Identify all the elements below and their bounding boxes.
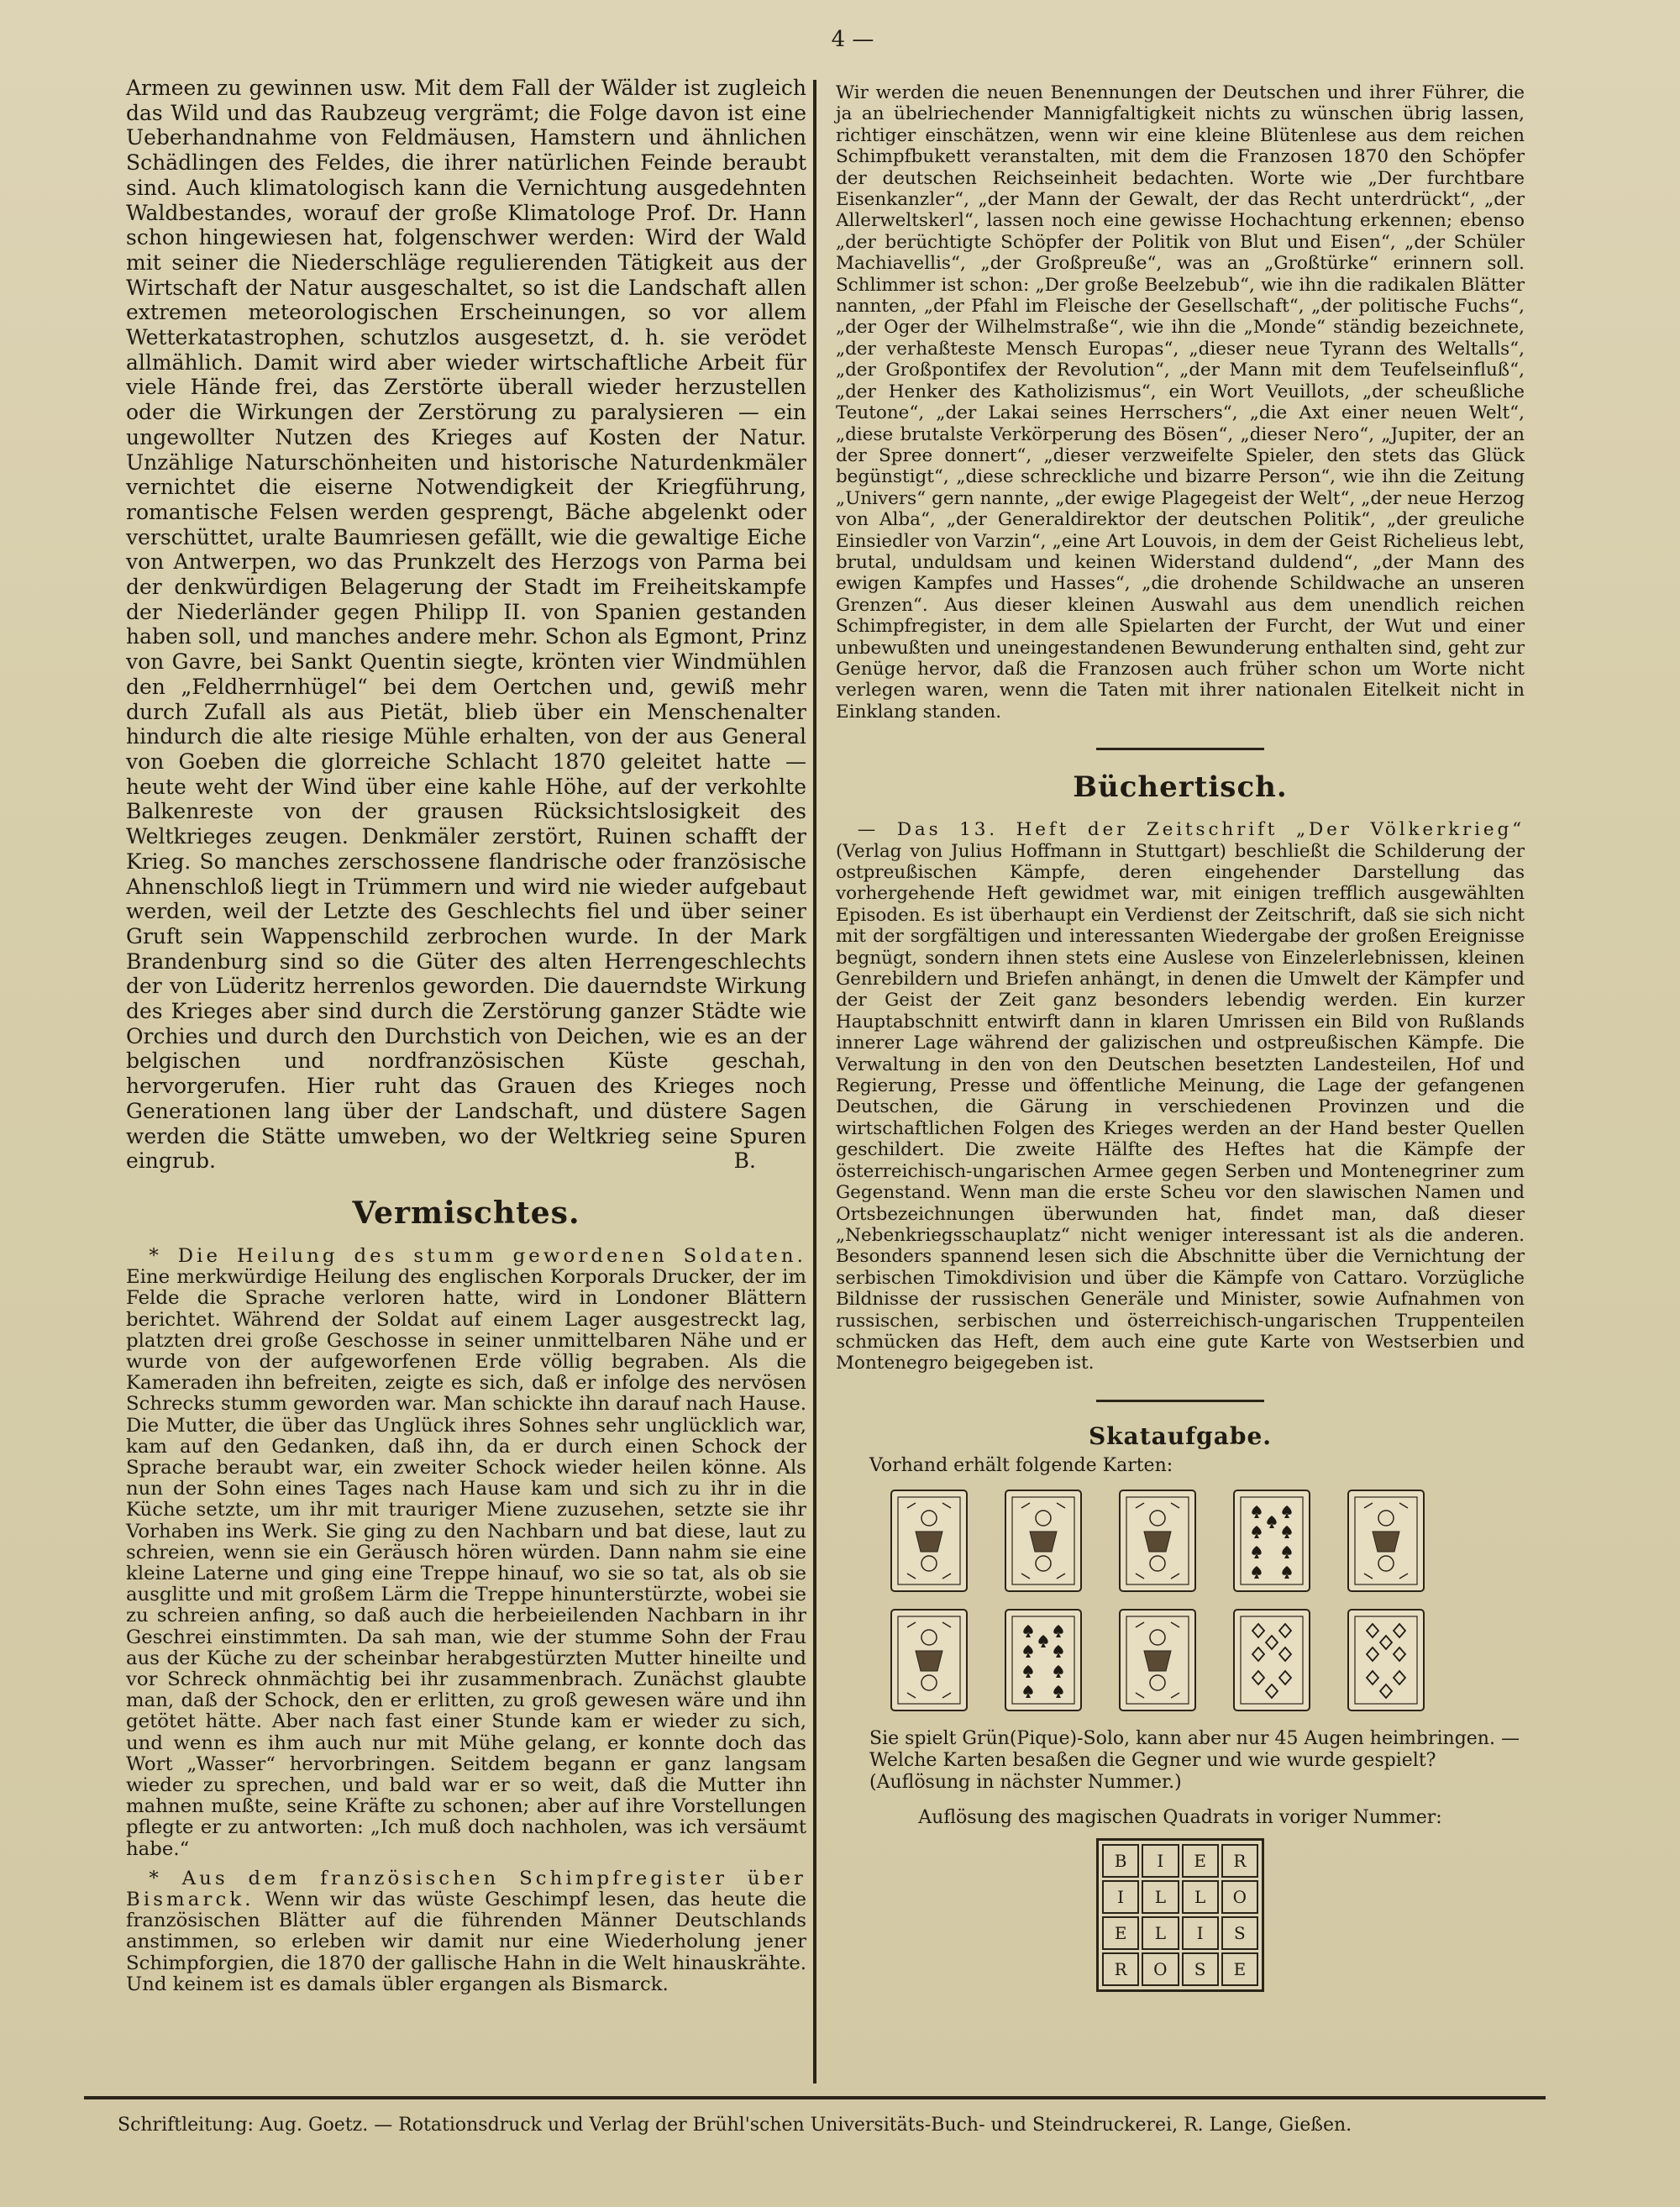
magic-square-cell: O (1142, 1952, 1179, 1986)
book-review (836, 819, 1525, 1374)
skat-question: Sie spielt Grün(Pique)-Solo, kann aber nur 45 Augen heimbringen. — Welche Karten besaßen die Gegner und wie wurde gespielt? (Auflösung in nächster Nummer.) (869, 1727, 1520, 1793)
card-display (890, 1490, 1525, 1711)
section-divider (1096, 1400, 1264, 1402)
card-row (890, 1609, 1525, 1711)
magic-square (1096, 1838, 1264, 1992)
column-divider (813, 80, 816, 2084)
magic-square-cell: O (1221, 1880, 1258, 1914)
magic-square-cell: R (1221, 1844, 1258, 1878)
card-row (890, 1490, 1525, 1592)
magic-square-cell: E (1221, 1952, 1258, 1986)
magic-square-cell: I (1102, 1880, 1139, 1914)
section-heading-buechertisch: Büchertisch. (1073, 770, 1288, 805)
news-item-lead: * Die Heilung des stumm gewordenen Soldaten. (149, 1244, 806, 1267)
article-signature: B. (733, 1148, 756, 1173)
pip-card-spades-icon (1005, 1609, 1082, 1711)
news-item-text: Eine merkwürdige Heilung des englischen Korporals Drucker, der im Felde die Sprache verloren hatte, wird in Londoner Blättern berichtet. Während der Soldat auf einem Lager ausgestreckt lag, platzten drei große Geschosse in seiner unmittelbaren Nähe und er wurde von der aufgeworfenen Erde völlig begraben. Als die Kameraden ihn befreiten, zeigte es sich, daß er infolge des nervösen Schrecks stumm geworden war. Man schickte ihn darauf nach Hause. Die Mutter, die über das Unglück ihres Sohnes sehr unglücklich war, kam auf den Gedanken, daß ihn, da er durch einen Schock der Sprache beraubt war, ein zweiter Schock wieder heilen könne. Als nun der Sohn eines Tages nach Hause kam und sich zu ihr in die Küche setzte, um ihr mit trauriger Miene zuzusehen, setzte sie ihr Vorhaben ins Werk. Sie ging zu den Nachbarn und bat diese, laut zu schreien, wenn sie ein Geräusch hören würden. Dann nahm sie eine kleine Laterne und ging eine Treppe hinauf, wo sie so tat, als ob sie ausglitte und mit großem Lärm die Treppe hinunterstürzte, wobei sie zu schreien anfing, so daß auch die herbeieilenden Nachbarn in ihr Geschrei einstimmten. Da sah man, wie der stumme Sohn der Frau aus der Küche zu der scheinbar herabgestürzten Mutter hineilte und vor Schreck ohnmächtig bei ihr zusammenbrach. Zunächst glaubte man, daß der Schock, den er erlitten, zu groß gewesen wäre und ihn getötet hätte. Aber nach fast einer Stunde kam er wieder zu sich, und wenn es ihm auch nur mit Mühe gelang, er konnte doch das Wort „Wasser“ hervorbringen. Seitdem begann er ganz langsam wieder zu sprechen, und bald war er so weit, daß die Mutter ihn mahnen mußte, seine Kräfte zu schonen; aber auf ihre Vorstellungen pflegte er zu antworten: „Ich muß doch nachholen, was ich versäumt habe.“ (126, 1266, 806, 1860)
court-card-icon (890, 1609, 968, 1711)
news-item (126, 1246, 806, 1860)
footer-imprint: Schriftleitung: Aug. Goetz. — Rotationsdruck und Verlag der Brühl'schen Universitäts-Buch- und Steindruckerei, R. Lange, Gießen. (118, 2115, 1352, 2136)
magic-square-cell: L (1182, 1880, 1219, 1914)
magic-square-cell: E (1102, 1916, 1139, 1950)
court-card-icon (1119, 1609, 1196, 1711)
article-continuation: Wir werden die neuen Benennungen der Deutschen und ihrer Führer, die ja an übelriechender Mannigfaltigkeit nichts zu wünschen übrig lassen, richtiger einschätzen, wenn wir eine kleine Blütenlese aus dem reichen Schimpfbukett veranstalten, mit dem die Franzosen 1870 den Schöpfer der deutschen Reichseinheit bedachten. Worte wie „Der furchtbare Eisenkanzler“, „der Mann der Gewalt, der das Recht unterdrückt“, „der Allerweltskerl“, lassen noch eine gewisse Hochachtung erkennen; ebenso „der berüchtigte Schöpfer der Politik von Blut und Eisen“, „der Schüler Machiavellis“, „der Großpreuße“, was an „Großtürke“ erinnern soll. Schlimmer ist schon: „Der große Beelzebub“, wie ihn die radikalen Blätter nannten, „der Pfahl im Fleische der Gesellschaft“, „der politische Fuchs“, „der Oger der Wilhelmstraße“, wie ihn die „Monde“ ständig bezeichnete, „der verhaßteste Mensch Europas“, „dieser neue Tyrann des Weltalls“, „der Großpontifex der Revolution“, „der Mann mit dem Teufelseinfluß“, „der Henker des Katholizismus“, ein Wort Veuillots, „der scheußliche Teutone“, „der Lakai seines Herrschers“, „die Axt einer neuen Welt“, „diese brutalste Verkörperung des Bösen“, „dieser Nero“, „Jupiter, der an der Spree donnert“, „dieser verzweifelte Spieler, den stets das Glück begünstigt“, „diese schreckliche und bizarre Person“, wie ihn die Zeitung „Univers“ gern nannte, „der ewige Plagegeist der Welt“, „der neue Herzog von Alba“, „der Generaldirektor der deutschen Politik“, „der greuliche Einsiedler von Varzin“, „eine Art Louvois, in dem der Geist Richelieus lebt, brutal, unduldsam und keinen Widerstand duldend“, „der Mann des ewigen Kampfes und Hasses“, „die drohende Schildwache an unseren Grenzen“. Aus dieser kleinen Auswahl aus dem unendlich reichen Schimpfregister, in dem alle Spielarten der Furcht, der Wut und einer unbewußten und uneingestandenen Bewunderung enthalten sind, geht zur Genüge hervor, daß die Franzosen auch früher schon um Worte nicht verlegen waren, wenn die Taten mit ihrer nationalen Eitelkeit nicht in Einklang standen. (836, 82, 1525, 723)
news-item-text: Wenn wir das wüste Geschimpf lesen, das heute die französischen Blätter auf die führenden Männer Deutschlands anstimmen, so erleben wir damit nur eine Wiederholung jener Schimpforgien, die 1870 der gallische Hahn in die Welt hinauskrähte. Und keinem ist es damals übler ergangen als Bismarck. (126, 1889, 806, 1995)
footer-rule (84, 2096, 1546, 2099)
magic-square-cell: I (1182, 1916, 1219, 1950)
news-item-lead: * Aus dem französischen Schimpfregister über Bismarck. (126, 1867, 806, 1911)
magic-square-cell: S (1221, 1916, 1258, 1950)
book-review-lead: — Das 13. Heft der Zeitschrift „Der Völkerkrieg“ (857, 819, 1525, 841)
court-card-icon (1005, 1490, 1082, 1592)
magic-square-cell: I (1142, 1844, 1179, 1878)
court-card-icon (1119, 1490, 1196, 1592)
book-review-text: (Verlag von Julius Hoffmann in Stuttgart) beschließt die Schilderung der ostpreußischen Kämpfe, deren eingehender Darstellung das vorhergehende Heft gewidmet war, mit einigen trefflich ausgewählten Episoden. Es ist überhaupt ein Verdienst der Zeitschrift, daß sie sich nicht mit der sorgfältigen und interessanten Wiedergabe der großen Ereignisse begnügt, sondern ihnen stets eine Auslese von Einzelerlebnissen, kleinen Genrebildern und Briefen anhängt, in denen die Umwelt der Kämpfer und der Geist der Zeit ganz besonders lebendig werden. Ein kurzer Hauptabschnitt entwirft dann in klaren Umrissen ein Bild von Rußlands innerer Lage während der galizischen und ostpreußischen Kämpfe. Die Verwaltung in den von den Deutschen besetzten Landesteilen, Hof und Regierung, Presse und öffentliche Meinung, die Lage der gefangenen Deutschen, die Gärung in verschiedenen Provinzen und die wirtschaftlichen Folgen des Krieges werden an der Hand bester Quellen geschildert. Die zweite Hälfte des Heftes hat die Kämpfe der österreichisch-ungarischen Armee gegen Serben und Montenegriner zum Gegenstand. Wenn man die erste Scheu vor den slawischen Namen und Ortsbezeichnungen überwunden hat, findet man, daß dieser „Nebenkriegsschauplatz“ nicht weniger interessant ist als die anderen. Besonders spannend lesen sich die Abschnitte über die Vernichtung der serbischen Timokdivision und über die Kämpfe von Cattaro. Vorzügliche Bildnisse der russischen Generäle und Minister, sowie Aufnahmen von russischen, serbischen und österreichisch-ungarischen Truppenteilen schmücken das Heft, dem auch eine gute Karte von Westserbien und Montenegro beigegeben ist. (836, 840, 1525, 1374)
article-signature-line (126, 1148, 806, 1174)
left-column (126, 76, 806, 2000)
vermischtes-section (126, 1195, 806, 1995)
magic-square-cell: B (1102, 1844, 1139, 1878)
magic-square-cell: E (1182, 1844, 1219, 1878)
magic-square-cell: R (1102, 1952, 1139, 1986)
right-column (836, 82, 1525, 1992)
pip-card-spades-icon (1233, 1490, 1310, 1592)
court-card-icon (1347, 1490, 1425, 1592)
solution-title: Auflösung des magischen Quadrats in voriger Nummer: (918, 1806, 1442, 1828)
section-heading-vermischtes: Vermischtes. (352, 1195, 580, 1231)
pip-card-diamonds-icon (1347, 1609, 1425, 1711)
magic-square-cell: L (1142, 1880, 1179, 1914)
news-item (126, 1868, 806, 1995)
page-number: 4 — (831, 27, 874, 52)
magic-square-cell: L (1142, 1916, 1179, 1950)
pip-card-diamonds-icon (1233, 1609, 1310, 1711)
magic-square-cell: S (1182, 1952, 1219, 1986)
section-heading-skat: Skataufgabe. (1088, 1421, 1273, 1450)
skat-intro: Vorhand erhält folgende Karten: (869, 1454, 1173, 1476)
article-paragraph: Armeen zu gewinnen usw. Mit dem Fall der Wälder ist zugleich das Wild und das Raubzeug vergrämt; die Folge davon ist eine Ueberhandnahme von Feldmäusen, Hamstern und ähnlichen Schädlingen des Feldes, die ihrer natürlichen Feinde beraubt sind. Auch klimatologisch kann die Vernichtung ausgedehnten Waldbestandes, worauf der große Klimatologe Prof. Dr. Hann schon hingewiesen hat, folgenschwer werden: Wird der Wald mit seiner die Niederschläge regulierenden Tätigkeit aus der Wirtschaft der Natur ausgeschaltet, so ist die Landschaft allen extremen meteorologischen Erscheinungen, so vor allem Wetterkatastrophen, schutzlos ausgesetzt, d. h. sie verödet allmählich. Damit wird aber wieder wirtschaftliche Arbeit für viele Hände frei, das Zerstörte überall wieder herzustellen oder die Wirkungen der Zerstörung zu paralysieren — ein ungewollter Nutzen des Krieges auf Kosten der Natur. Unzählige Naturschönheiten und historische Naturdenkmäler vernichtet die eiserne Notwendigkeit der Kriegführung, romantische Felsen werden gesprengt, Bäche abgelenkt oder verschüttet, uralte Baumriesen gefällt, wie die gewaltige Eiche von Antwerpen, wo das Prunkzelt des Herzogs von Parma bei der denkwürdigen Belagerung der Stadt im Freiheitskampfe der Niederländer gegen Philipp II. von Spanien gestanden haben soll, und manches andere mehr. Schon als Egmont, Prinz von Gavre, bei Sankt Quentin siegte, krönten vier Windmühlen den „Feldherrnhügel“ bei dem Oertchen und, gewiß mehr durch Zufall als aus Pietät, blieb über ein Menschenalter hindurch die alte riesige Mühle erhalten, von der aus General von Goeben die glorreiche Schlacht 1870 geleitet hatte — heute weht der Wind über eine kahle Höhe, auf der verkohlte Balkenreste von der grausen Rücksichtslosigkeit des Weltkrieges zeugen. Denkmäler zerstört, Ruinen schafft der Krieg. So manches zerschossene flandrische oder französische Ahnenschloß liegt in Trümmern und wird nie wieder aufgebaut werden, weil der Letzte des Geschlechts fiel und über seiner Gruft sein Wappenschild zerbrochen wurde. In der Mark Brandenburg sind so die Güter des alten Herrengeschlechts der von Lüderitz herrenlos geworden. Die dauerndste Wirkung des Krieges aber sind durch die Zerstörung ganzer Städte wie Orchies und durch den Durchstich von Deichen, wie es an der belgischen und nordfranzösischen Küste geschah, hervorgerufen. Hier ruht das Grauen des Krieges noch Generationen lang über der Landschaft, und düstere Sagen werden die Stätte umweben, wo der Weltkrieg seine Spuren eingrub. (126, 76, 806, 1174)
court-card-icon (890, 1490, 968, 1592)
section-divider (1096, 748, 1264, 750)
